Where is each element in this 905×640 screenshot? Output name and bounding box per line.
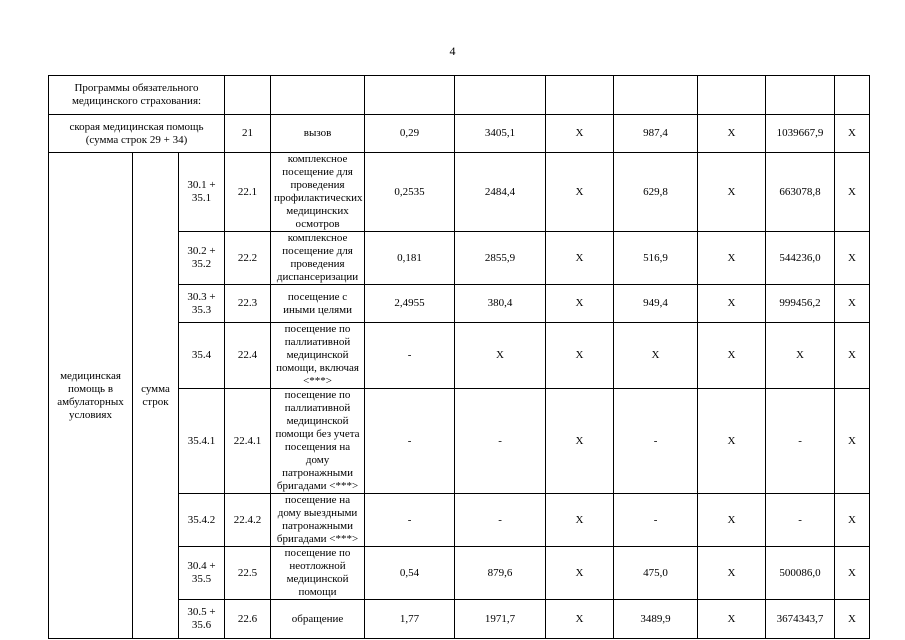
line-number: 22.2	[225, 232, 271, 285]
unit-of-measure: комплексное посещение для проведения диспансеризации	[271, 232, 365, 285]
sum-of-lines: 30.5 + 35.6	[179, 600, 225, 639]
cell: X	[546, 232, 614, 285]
cell: 1971,7	[455, 600, 546, 639]
cell: X	[835, 232, 870, 285]
cell: X	[546, 285, 614, 323]
group-name: медицинская помощь в амбулаторных условиях	[49, 153, 133, 639]
line-number: 22.5	[225, 547, 271, 600]
unit-of-measure: вызов	[271, 115, 365, 153]
cell: 2,4955	[365, 285, 455, 323]
cell: X	[835, 115, 870, 153]
cell: X	[698, 494, 766, 547]
cell: 475,0	[614, 547, 698, 600]
cell: 0,2535	[365, 153, 455, 232]
row-name: скорая медицинская помощь (сумма строк 29 + 34)	[49, 115, 225, 153]
cell: X	[698, 115, 766, 153]
cell: 1039667,9	[766, 115, 835, 153]
cell: X	[698, 547, 766, 600]
cell: 380,4	[455, 285, 546, 323]
sum-of-lines: 30.2 + 35.2	[179, 232, 225, 285]
cell: 2484,4	[455, 153, 546, 232]
cell: -	[455, 494, 546, 547]
cell: 987,4	[614, 115, 698, 153]
sum-of-lines: 35.4.1	[179, 389, 225, 494]
cell: 3489,9	[614, 600, 698, 639]
cell: -	[766, 494, 835, 547]
cell: X	[835, 600, 870, 639]
cell: -	[766, 389, 835, 494]
page-number: 4	[449, 44, 456, 58]
cell: X	[546, 115, 614, 153]
line-number: 22.3	[225, 285, 271, 323]
cell: X	[546, 389, 614, 494]
cell: X	[546, 600, 614, 639]
cell: X	[835, 547, 870, 600]
cell: X	[698, 153, 766, 232]
section-header-row	[49, 76, 870, 115]
cell: X	[698, 600, 766, 639]
sum-of-lines: 35.4	[179, 323, 225, 389]
cell: X	[698, 232, 766, 285]
unit-of-measure: посещение с иными целями	[271, 285, 365, 323]
cell: 0,54	[365, 547, 455, 600]
unit-of-measure: комплексное посещение для проведения профилактических медицинских осмотров	[271, 153, 365, 232]
unit-of-measure: обращение	[271, 600, 365, 639]
section-header: Программы обязательного медицинского страхования:	[49, 76, 225, 115]
cell: X	[766, 323, 835, 389]
cell: -	[365, 323, 455, 389]
cell: 1,77	[365, 600, 455, 639]
sum-of-lines: 30.4 + 35.5	[179, 547, 225, 600]
line-number: 22.4	[225, 323, 271, 389]
cell: X	[546, 494, 614, 547]
line-number: 21	[225, 115, 271, 153]
cell: 663078,8	[766, 153, 835, 232]
cell: 2855,9	[455, 232, 546, 285]
cell: X	[546, 323, 614, 389]
cell: 3674343,7	[766, 600, 835, 639]
cell: 516,9	[614, 232, 698, 285]
cell: 3405,1	[455, 115, 546, 153]
cell: X	[546, 153, 614, 232]
funding-table	[48, 75, 870, 639]
cell: 999456,2	[766, 285, 835, 323]
line-number: 22.4.1	[225, 389, 271, 494]
cell: 500086,0	[766, 547, 835, 600]
cell: X	[698, 389, 766, 494]
cell: 949,4	[614, 285, 698, 323]
cell: X	[835, 389, 870, 494]
group-sum-label: сумма строк	[133, 153, 179, 639]
cell: 0,181	[365, 232, 455, 285]
cell: X	[835, 494, 870, 547]
cell: X	[698, 285, 766, 323]
cell: 544236,0	[766, 232, 835, 285]
unit-of-measure: посещение по паллиативной медицинской помощи, включая <***>	[271, 323, 365, 389]
cell: X	[546, 547, 614, 600]
line-number: 22.6	[225, 600, 271, 639]
line-number: 22.4.2	[225, 494, 271, 547]
cell: X	[835, 153, 870, 232]
cell: 629,8	[614, 153, 698, 232]
cell: -	[455, 389, 546, 494]
cell: X	[835, 323, 870, 389]
cell: -	[365, 389, 455, 494]
sum-of-lines: 30.1 + 35.1	[179, 153, 225, 232]
unit-of-measure: посещение на дому выездными патронажными бригадами <***>	[271, 494, 365, 547]
ambulance-row	[49, 115, 870, 153]
cell: X	[698, 323, 766, 389]
cell: X	[614, 323, 698, 389]
cell: X	[835, 285, 870, 323]
sum-of-lines: 35.4.2	[179, 494, 225, 547]
unit-of-measure: посещение по неотложной медицинской помощи	[271, 547, 365, 600]
cell: -	[365, 494, 455, 547]
line-number: 22.1	[225, 153, 271, 232]
sum-of-lines: 30.3 + 35.3	[179, 285, 225, 323]
table-row	[49, 153, 870, 232]
cell: X	[455, 323, 546, 389]
unit-of-measure: посещение по паллиативной медицинской помощи без учета посещения на дому патронажными бригадами <***>	[271, 389, 365, 494]
cell: -	[614, 494, 698, 547]
cell: 879,6	[455, 547, 546, 600]
cell: -	[614, 389, 698, 494]
cell: 0,29	[365, 115, 455, 153]
